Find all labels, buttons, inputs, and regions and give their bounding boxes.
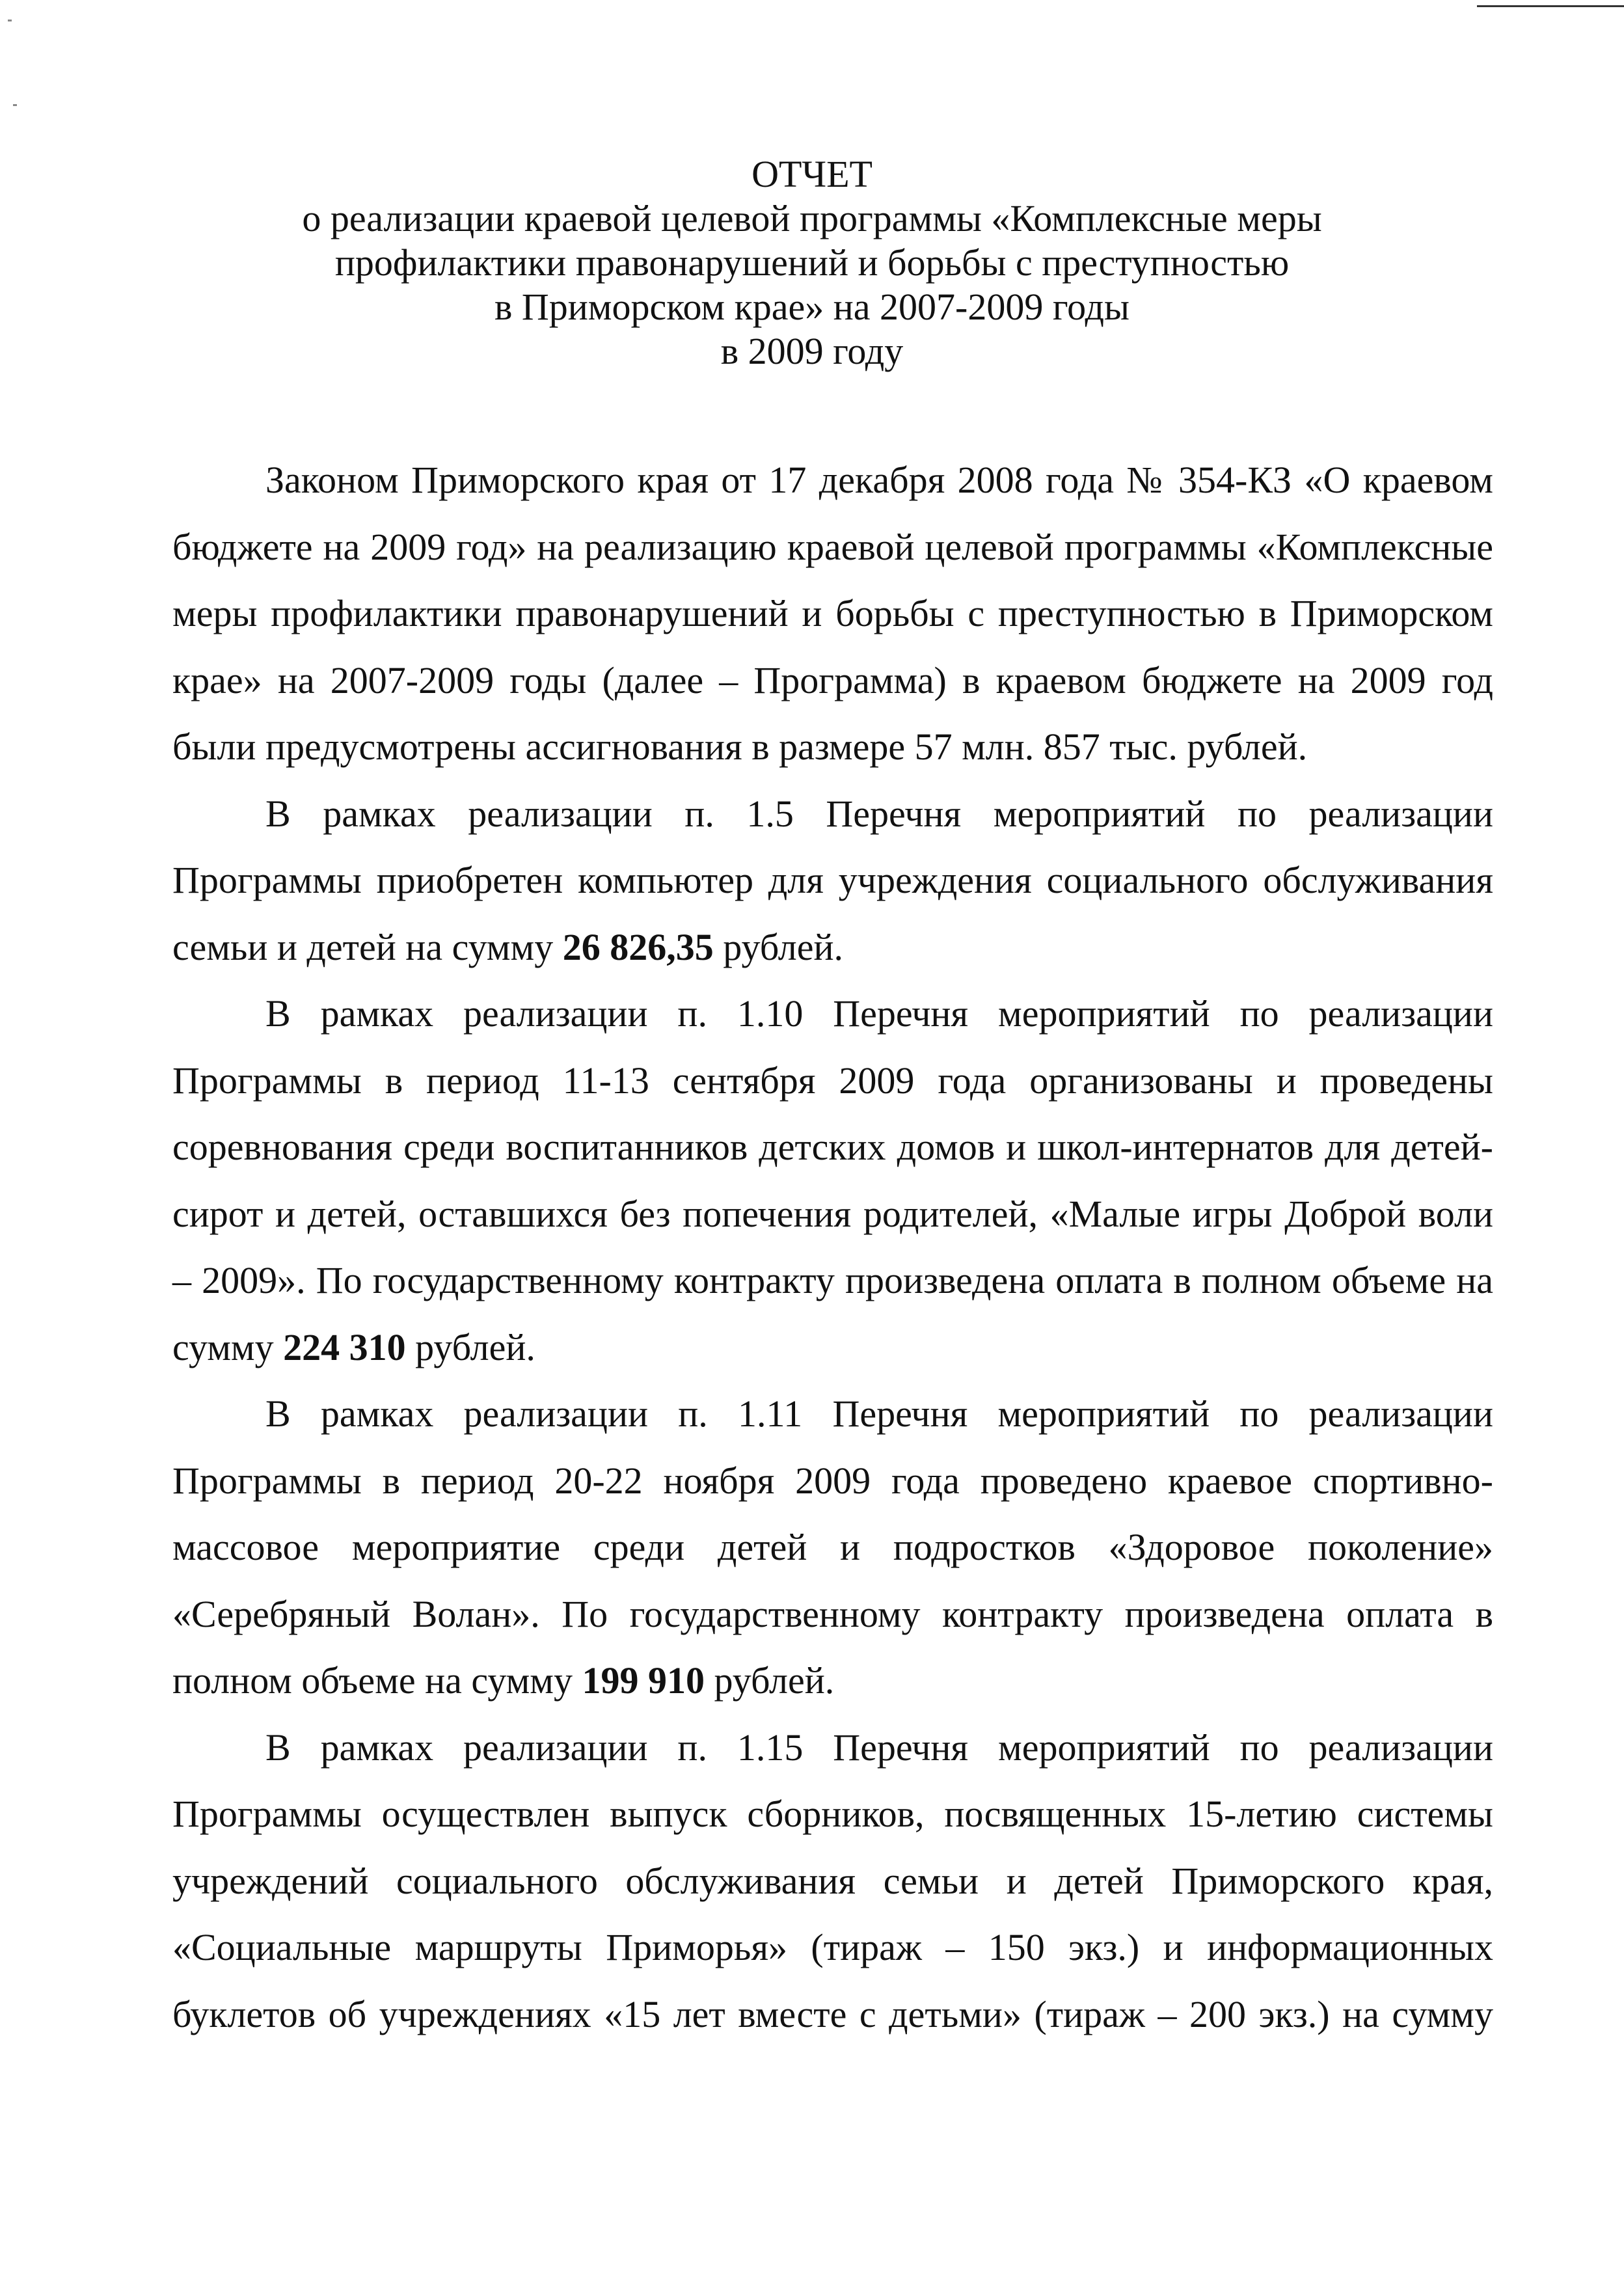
document-body xyxy=(172,447,1493,2048)
paragraph-text: рублей. xyxy=(705,1659,835,1702)
paragraph xyxy=(172,1381,1493,1715)
title-line: в 2009 году xyxy=(720,330,904,372)
paragraph-text: рублей. xyxy=(713,925,843,968)
scan-speck xyxy=(8,20,12,21)
amount: 199 910 xyxy=(582,1659,705,1702)
document-title xyxy=(0,152,1624,374)
paragraph-text: В рамках реализации п. 1.15 Перечня мероприятий по реализации Программы осуществлен выпуск сборников, посвященных 15-летию системы учреждений социального обслуживания семьи и детей Приморского края, «Социальные маршруты Приморья» (тираж – 150 экз.) и информационных буклетов об учреждениях «15 лет вместе с детьми» (тираж – 200 экз.) на сумму xyxy=(172,1726,1493,2035)
paragraph-text: Законом Приморского края от 17 декабря 2008 года № 354-КЗ «О краевом бюджете на 2009 год» на реализацию краевой целевой программы «Комплексные меры профилактики правонарушений и борьбы с преступностью в Приморском крае» на 2007-2009 годы (далее – Программа) в краевом бюджете на 2009 год были предусмотрены ассигнования в размере 57 млн. 857 тыс. рублей. xyxy=(172,459,1493,768)
title-heading: ОТЧЕТ xyxy=(751,153,873,195)
scan-artifact-line xyxy=(1477,5,1624,7)
title-line: в Приморском крае» на 2007-2009 годы xyxy=(494,286,1130,328)
amount: 26 826,35 xyxy=(562,925,714,968)
paragraph xyxy=(172,447,1493,781)
paragraph xyxy=(172,781,1493,981)
paragraph-text: В рамках реализации п. 1.10 Перечня мероприятий по реализации Программы в период 11-13 сентября 2009 года организованы и проведены соревнования среди воспитанников детских домов и школ-интернатов для детей-сирот и детей, оставшихся без попечения родителей, «Малые игры Доброй воли – 2009». По государственному контракту произведена оплата в полном объеме на сумму xyxy=(172,992,1493,1368)
paragraph xyxy=(172,981,1493,1381)
amount: 224 310 xyxy=(283,1325,406,1368)
paragraph-text: В рамках реализации п. 1.11 Перечня мероприятий по реализации Программы в период 20-22 ноября 2009 года проведено краевое спортивно-массовое мероприятие среди детей и подростков «Здоровое поколение» «Серебряный Волан». По государственному контракту произведена оплата в полном объеме на сумму xyxy=(172,1392,1493,1702)
title-line: о реализации краевой целевой программы «Комплексные меры xyxy=(302,197,1322,239)
paragraph-text: рублей. xyxy=(405,1325,535,1368)
paragraph xyxy=(172,1715,1493,2048)
paragraph-text: В рамках реализации п. 1.5 Перечня мероприятий по реализации Программы приобретен компьютер для учреждения социального обслуживания семьи и детей на сумму xyxy=(172,792,1493,968)
scan-speck xyxy=(13,104,17,106)
title-line: профилактики правонарушений и борьбы с преступностью xyxy=(334,241,1290,284)
